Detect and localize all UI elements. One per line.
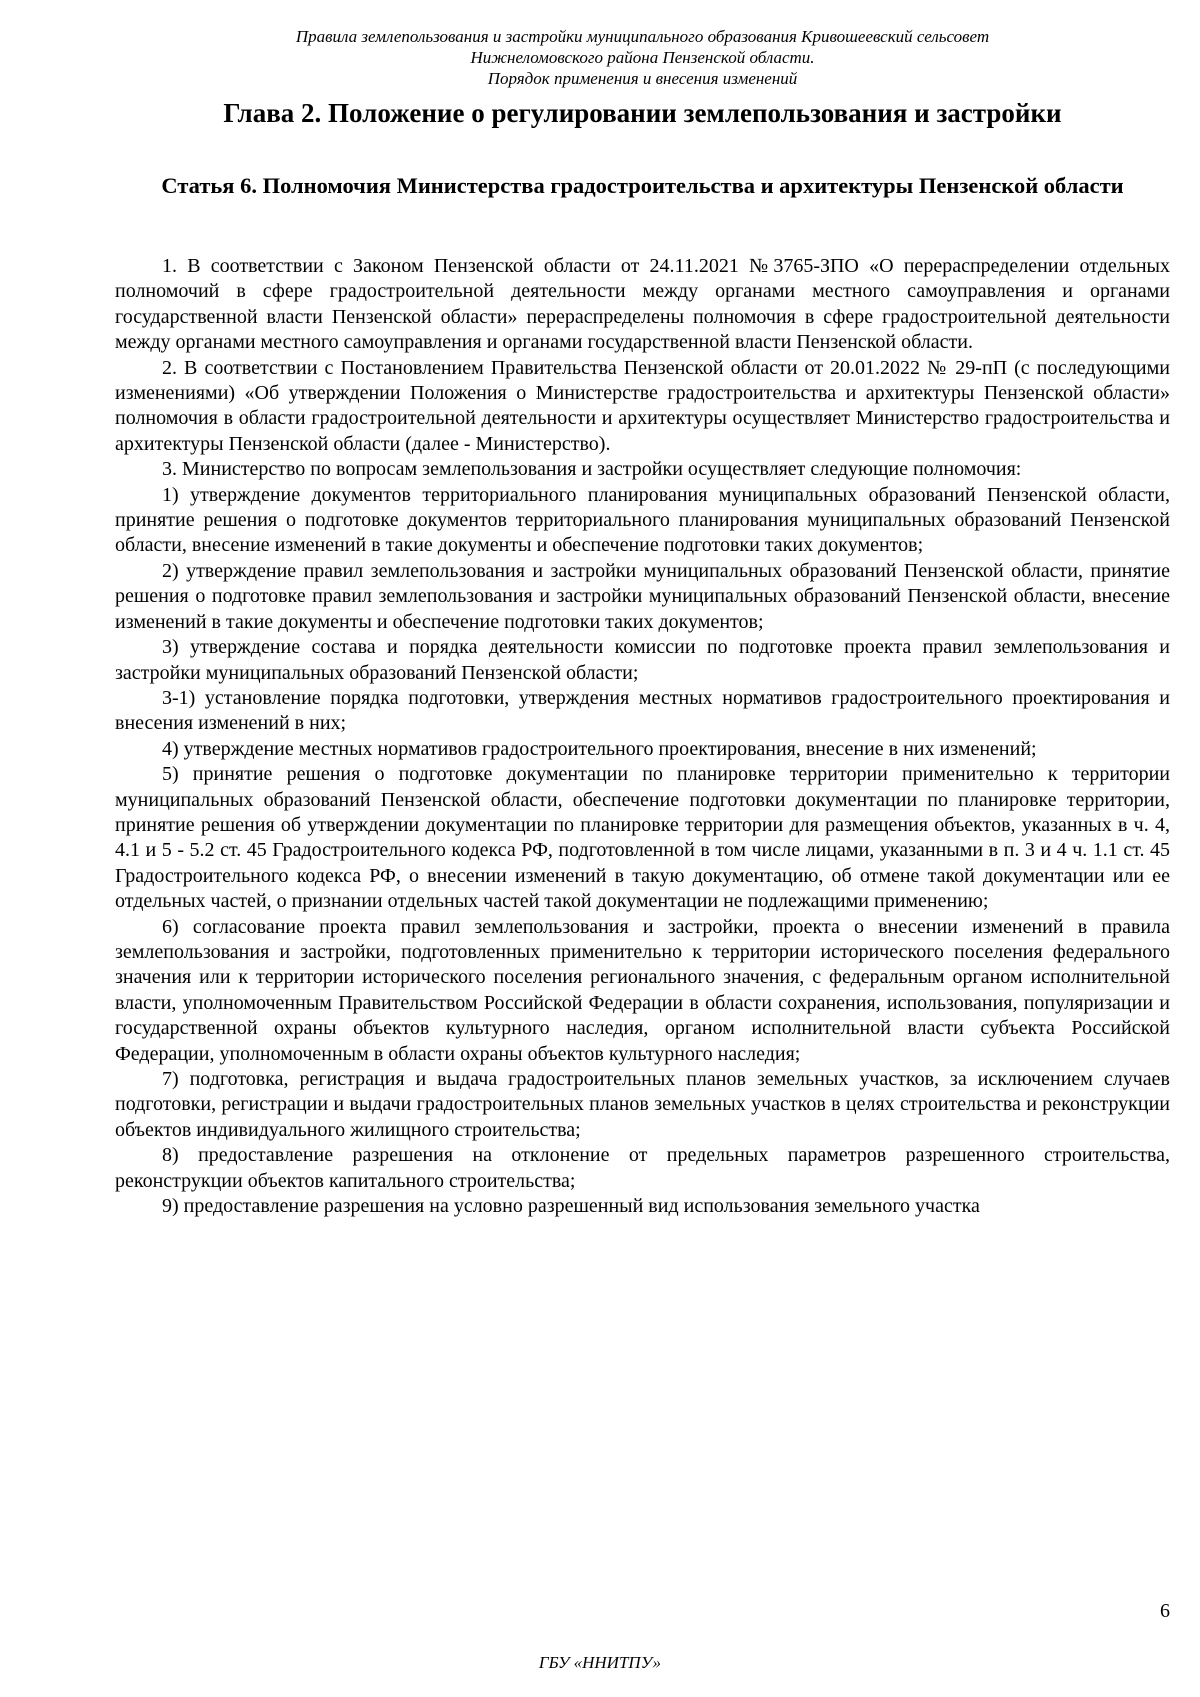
list-item: 4) утверждение местных нормативов градостроительного проектирования, внесение в них изменений; (162, 737, 1037, 760)
paragraph: 1. В соответствии с Законом Пензенской области от 24.11.2021 №3765-ЗПО «О перераспределении отдельных полномочий в сфере градостроительной деятельности между органами местного самоуправления и органами государственной власти Пензенской области» перераспределены полномочия в сфере градостроительной деятельности между органами местного самоуправления и органами государственной власти Пензенской области. (115, 255, 1170, 354)
list-item: 7) подготовка, регистрация и выдача градостроительных планов земельных участков, за исключением случаев подготовки, регистрации и выдачи градостроительных планов земельных участков в целях строительства и реконструкции объектов индивидуального жилищного строительства; (115, 1068, 1170, 1141)
header-line: Нижнеломовского района Пензенской области. (470, 48, 815, 67)
paragraph: 3. Министерство по вопросам землепользования и застройки осуществляет следующие полномочия: (162, 458, 1022, 481)
list-item: 8) предоставление разрешения на отклонение от предельных параметров разрешенного строительства, реконструкции объектов капитального строительства; (115, 1144, 1170, 1192)
running-footer: ГБУ «ННИТПУ» (538, 1653, 662, 1672)
list-item: 9) предоставление разрешения на условно разрешенный вид использования земельного участка (162, 1195, 980, 1218)
header-line: Правила землепользования и застройки муниципального образования Кривошеевский сельсовет (295, 27, 990, 46)
paragraph: 2. В соответствии с Постановлением Правительства Пензенской области от 20.01.2022 № 29-пП (с последующими изменениями) «Об утверждении Положения о Министерстве градостроительства и архитектуры Пензенской области» полномочия в области градостроительной деятельности и архитектуры осуществляет Министерство градостроительства и архитектуры Пензенской области (далее - Министерство). (115, 356, 1170, 455)
list-item: 1) утверждение документов территориального планирования муниципальных образований Пензенской области, принятие решения о подготовке документов территориального планирования муниципальных образований Пензенской области, внесение изменений в такие документы и обеспечение подготовки таких документов; (115, 483, 1170, 557)
page-number: 6 (1160, 1600, 1170, 1622)
list-item: 6) согласование проекта правил землепользования и застройки, проекта о внесении изменений в правила землепользования и застройки, подготовленных применительно к территории исторического поселения федерального значения или к территории исторического поселения регионального значения, с федеральным органом исполнительной власти, уполномоченным Правительством Российской Федерации в области сохранения, использования, популяризации и государственной охраны объектов культурного наследия, органом исполнительной власти субъекта Российской Федерации, уполномоченным в области охраны объектов культурного наследия; (115, 915, 1170, 1065)
list-item: 3) утверждение состава и порядка деятельности комиссии по подготовке проекта правил землепользования и застройки муниципальных образований Пензенской области; (115, 636, 1170, 684)
running-header (115, 26, 1170, 89)
article-title: Статья 6. Полномочия Министерства градостроительства и архитектуры Пензенской области (161, 173, 1124, 198)
list-item: 5) принятие решения о подготовке документации по планировке территории применительно к территории муниципальных образований Пензенской области, обеспечение подготовки документации по планировке территории, принятие решения об утверждении документации по планировке территории для размещения объектов, указанных в ч. 4, 4.1 и 5 - 5.2 ст. 45 Градостроительного кодекса РФ, подготовленной в том числе лицами, указанными в п. 3 и 4 ч. 1.1 ст. 45 Градостроительного кодекса РФ, о внесении изменений в такую документацию, об отмене такой документации или ее отдельных частей, о признании отдельных частей такой документации не подлежащими применению; (115, 763, 1170, 913)
header-line: Порядок применения и внесения изменений (487, 69, 798, 88)
list-item: 3-1) установление порядка подготовки, утверждения местных нормативов градостроительного проектирования и внесения изменений в них; (115, 686, 1170, 735)
chapter-title: Глава 2. Положение о регулировании землепользования и застройки (223, 98, 1062, 128)
list-item: 2) утверждение правил землепользования и застройки муниципальных образований Пензенской области, принятие решения о подготовке правил землепользования и застройки муниципальных образований Пензенской области, внесение изменений в такие документы и обеспечение подготовки таких документов; (115, 559, 1170, 633)
article-body (115, 254, 1170, 1219)
